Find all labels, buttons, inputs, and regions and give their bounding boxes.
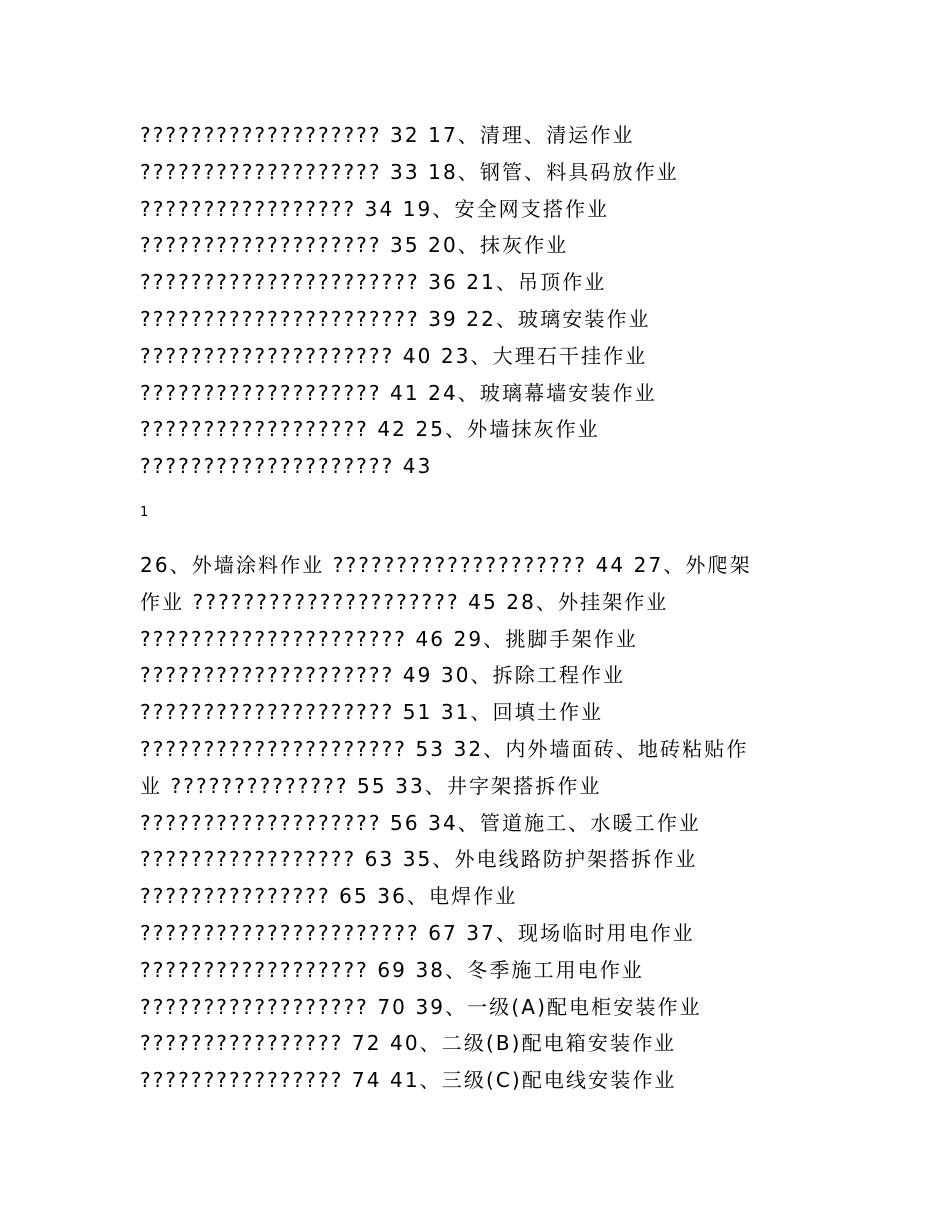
toc-line: ??????????????????? 32 17、清理、清运作业	[140, 123, 635, 147]
toc-line: ?????????????????? 69 38、冬季施工用电作业	[140, 957, 644, 982]
toc-line: ?????????????????????? 67 37、现场临时用电作业	[140, 920, 695, 945]
toc-line: 作业 ????????????????????? 45 28、外挂架作业	[140, 589, 669, 614]
toc-block-top	[140, 117, 800, 485]
toc-line: ??????????????????? 33 18、钢管、料具码放作业	[140, 159, 679, 184]
toc-line: ????????????????? 34 19、安全网支搭作业	[140, 196, 610, 221]
toc-line: ???????????????? 72 40、二级(B)配电箱安装作业	[140, 1031, 677, 1056]
toc-line: ?????????????????????? 36 21、吊顶作业	[140, 270, 607, 295]
toc-line: ???????????????????? 51 31、回填土作业	[140, 700, 604, 725]
toc-line: ???????????????????? 43	[140, 454, 433, 479]
toc-line: ?????????????????? 70 39、一级(A)配电柜安装作业	[140, 994, 702, 1019]
toc-line: ????????????????? 63 35、外电线路防护架搭拆作业	[140, 847, 698, 872]
toc-line: ??????????????????? 41 24、玻璃幕墙安装作业	[140, 380, 657, 405]
toc-line: ??????????????????? 35 20、抹灰作业	[140, 233, 569, 258]
toc-line: ????????????????????? 46 29、挑脚手架作业	[140, 626, 638, 651]
toc-line: ??????????????? 65 36、电焊作业	[140, 884, 518, 909]
toc-line: ?????????????????????? 39 22、玻璃安装作业	[140, 306, 651, 331]
page-number: 1	[140, 505, 149, 520]
toc-line: ??????????????????? 56 34、管道施工、水暖工作业	[140, 810, 701, 835]
toc-line: 业 ?????????????? 55 33、井字架搭拆作业	[140, 773, 602, 798]
toc-line: 26、外墙涂料作业 ???????????????????? 44 27、外爬架	[140, 553, 752, 577]
toc-block-bottom	[140, 547, 800, 1099]
toc-line: ???????????????????? 40 23、大理石干挂作业	[140, 343, 648, 368]
toc-line: ???????????????????? 49 30、拆除工程作业	[140, 663, 626, 688]
toc-line: ?????????????????? 42 25、外墙抹灰作业	[140, 417, 600, 442]
toc-line: ???????????????? 74 41、三级(C)配电线安装作业	[140, 1068, 677, 1093]
toc-line: ????????????????????? 53 32、内外墙面砖、地砖粘贴作	[140, 736, 749, 761]
